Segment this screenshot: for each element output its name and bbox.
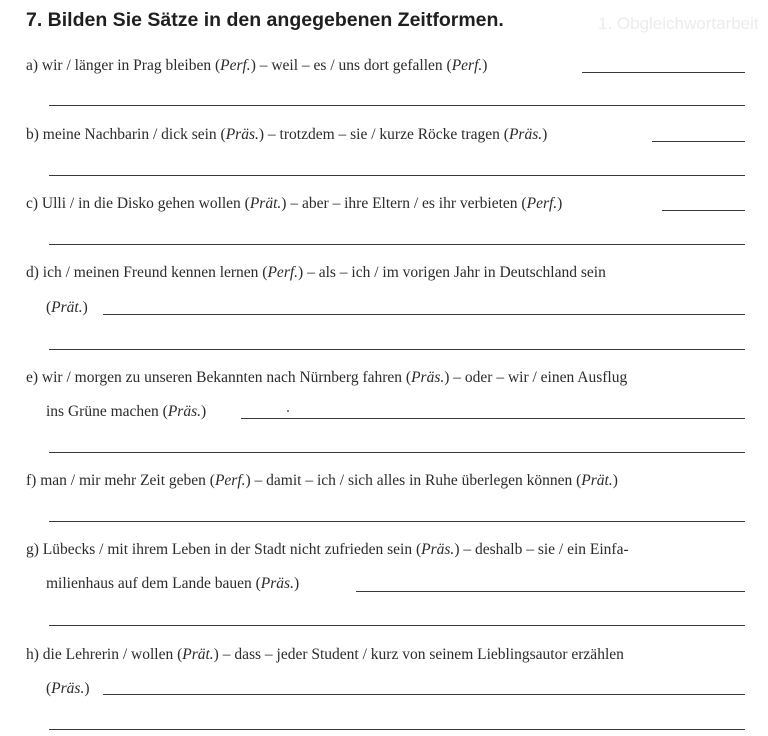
- answer-line-g-2[interactable]: [49, 625, 745, 626]
- exercise-e: e) wir / morgen zu unseren Bekannten nach Nürnberg fahren (Präs.) – oder – wir / einen Ausflug: [26, 369, 628, 386]
- exercise-heading: 7. Bilden Sie Sätze in den angegebenen Zeitformen.: [26, 9, 504, 31]
- exercise-f: f) man / mir mehr Zeit geben (Perf.) – damit – ich / sich alles in Ruhe überlegen können (Prät.): [26, 472, 618, 489]
- pen-mark: [287, 410, 289, 412]
- answer-line-e-2[interactable]: [49, 452, 745, 453]
- answer-line-h-2[interactable]: [49, 729, 745, 730]
- answer-line-g-1[interactable]: [356, 591, 745, 592]
- answer-line-c-1[interactable]: [662, 210, 745, 211]
- exercise-b: b) meine Nachbarin / dick sein (Präs.) – trotzdem – sie / kurze Röcke tragen (Präs.): [26, 126, 548, 143]
- exercise-a: a) wir / länger in Prag bleiben (Perf.) – weil – es / uns dort gefallen (Perf.): [26, 57, 488, 74]
- answer-line-d-2[interactable]: [49, 349, 745, 350]
- answer-line-c-2[interactable]: [49, 244, 745, 245]
- exercise-h: h) die Lehrerin / wollen (Prät.) – dass – jeder Student / kurz von seinem Lieblingsautor erzählen: [26, 646, 624, 663]
- answer-line-a-2[interactable]: [49, 105, 745, 106]
- exercise-g: g) Lübecks / mit ihrem Leben in der Stadt nicht zufrieden sein (Präs.) – deshalb – sie / ein Einfa-: [26, 541, 629, 558]
- answer-line-f-1[interactable]: [49, 521, 745, 522]
- exercise-h-line2: (Präs.): [46, 680, 90, 697]
- answer-line-e-1[interactable]: [241, 418, 745, 419]
- exercise-g-line2: milienhaus auf dem Lande bauen (Präs.): [46, 575, 300, 592]
- exercise-c: c) Ulli / in die Disko gehen wollen (Prät.) – aber – ihre Eltern / es ihr verbieten (Perf.): [26, 195, 563, 212]
- answer-line-a-1[interactable]: [582, 72, 745, 73]
- bleed-through-text: 1. Obgleichwortarbeit: [598, 14, 759, 33]
- answer-line-b-1[interactable]: [652, 141, 745, 142]
- exercise-d: d) ich / meinen Freund kennen lernen (Perf.) – als – ich / im vorigen Jahr in Deutschland sein: [26, 264, 606, 281]
- exercise-e-line2: ins Grüne machen (Präs.): [46, 403, 207, 420]
- answer-line-d-1[interactable]: [103, 314, 745, 315]
- answer-line-b-2[interactable]: [49, 175, 745, 176]
- exercise-d-line2: (Prät.): [46, 299, 88, 316]
- answer-line-h-1[interactable]: [103, 694, 745, 695]
